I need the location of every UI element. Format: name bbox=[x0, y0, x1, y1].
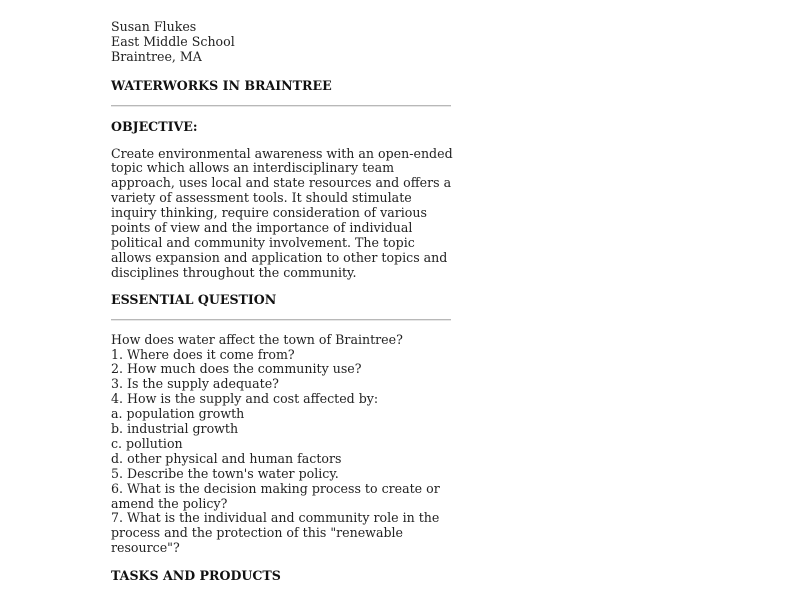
objective-line: topic which allows an interdisciplinary team bbox=[111, 160, 395, 176]
essential-question-heading: ESSENTIAL QUESTION bbox=[111, 291, 277, 307]
question-line: 7. What is the individual and community role in the bbox=[111, 510, 440, 526]
objective-line: Create environmental awareness with an open-ended bbox=[111, 145, 453, 161]
question-line: amend the policy? bbox=[111, 495, 228, 511]
question-line: 6. What is the decision making process to create or bbox=[111, 480, 440, 496]
author-school: East Middle School bbox=[111, 33, 235, 49]
objective-line: approach, uses local and state resources and offers a bbox=[111, 175, 452, 191]
question-line: resource"? bbox=[111, 540, 180, 556]
question-line: process and the protection of this "renewable bbox=[111, 525, 403, 541]
objective-line: variety of assessment tools. It should stimulate bbox=[111, 190, 412, 206]
objective-line: inquiry thinking, require consideration of various bbox=[111, 205, 427, 221]
question-line: d. other physical and human factors bbox=[111, 450, 342, 466]
question-line: 1. Where does it come from? bbox=[111, 346, 295, 362]
document-page bbox=[111, 20, 456, 584]
author-block bbox=[111, 20, 456, 65]
question-line: c. pollution bbox=[111, 435, 183, 451]
author-name: Susan Flukes bbox=[111, 19, 197, 34]
objective-line: allows expansion and application to other topics and bbox=[111, 249, 448, 265]
question-line: 3. Is the supply adequate? bbox=[111, 376, 279, 392]
essential-question-list bbox=[111, 333, 456, 557]
objective-paragraph bbox=[111, 147, 456, 281]
question-line: 4. How is the supply and cost affected by: bbox=[111, 391, 379, 407]
question-line: b. industrial growth bbox=[111, 421, 239, 437]
question-line: 5. Describe the town's water policy. bbox=[111, 465, 339, 481]
objective-heading: OBJECTIVE: bbox=[111, 118, 198, 134]
question-line: a. population growth bbox=[111, 406, 245, 422]
objective-line: points of view and the importance of individual bbox=[111, 220, 413, 236]
question-line: How does water affect the town of Braintree? bbox=[111, 331, 403, 347]
title-divider bbox=[111, 105, 451, 107]
document-title: WATERWORKS IN BRAINTREE bbox=[111, 77, 332, 93]
essential-question-divider bbox=[111, 319, 451, 321]
objective-line: political and community involvement. The topic bbox=[111, 234, 415, 250]
tasks-heading: TASKS AND PRODUCTS bbox=[111, 568, 281, 584]
author-location: Braintree, MA bbox=[111, 48, 202, 64]
objective-line: disciplines throughout the community. bbox=[111, 264, 357, 280]
question-line: 2. How much does the community use? bbox=[111, 361, 362, 377]
